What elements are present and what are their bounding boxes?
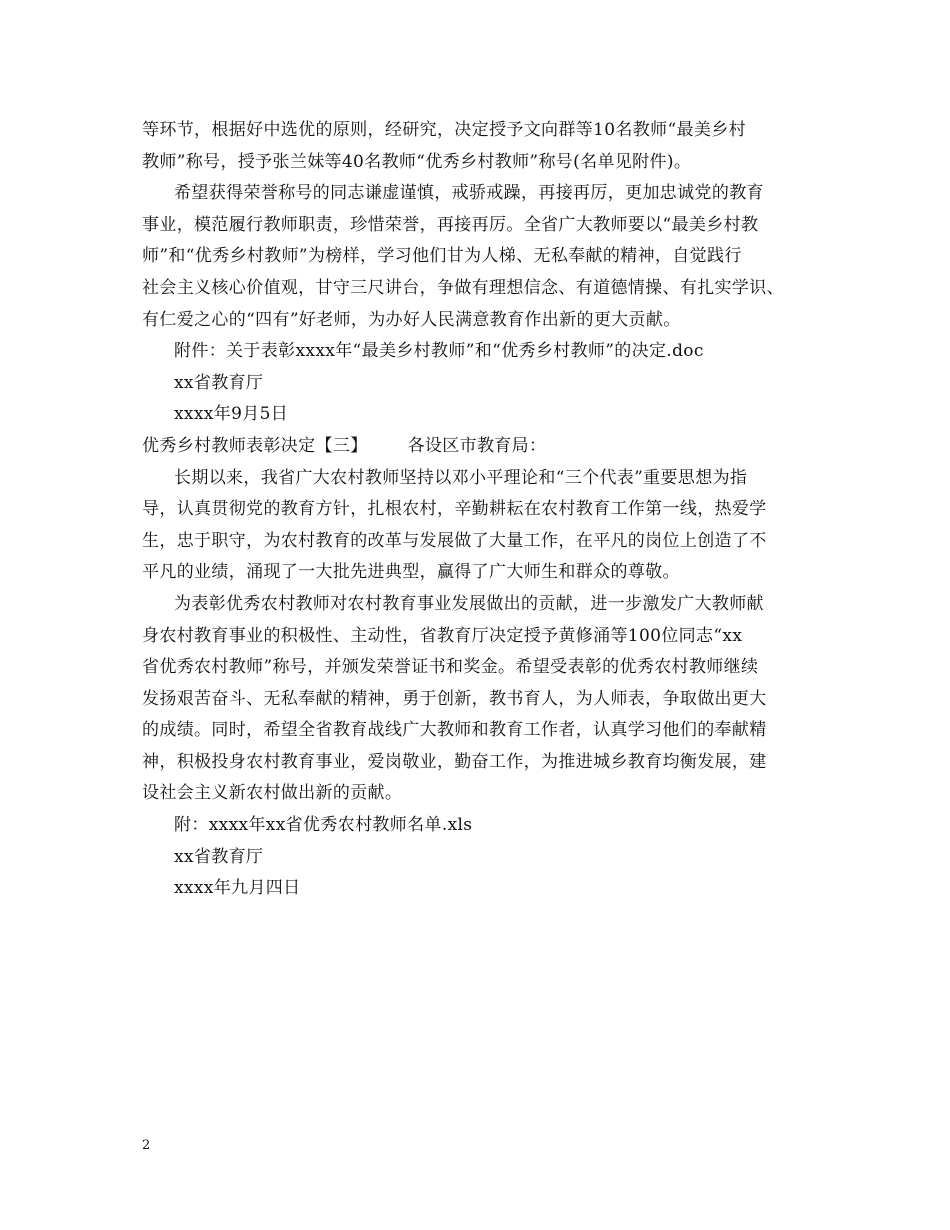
paragraph-line: 长期以来，我省广大农村教师坚持以邓小平理论和“三个代表”重要思想为指 [174,467,748,488]
paragraph-line: 事业，模范履行教师职责，珍惜荣誉，再接再厉。全省广大教师要以“最美乡村教 [142,214,759,235]
paragraph-line: 生，忠于职守，为农村教育的改革与发展做了大量工作，在平凡的岗位上创造了不 [142,530,767,551]
paragraph-line: 省优秀农村教师”称号，并颁发荣誉证书和奖金。希望受表彰的优秀农村教师继续 [142,657,759,678]
attachment-line: 附件：关于表彰xxxx年“最美乡村教师”和“优秀乡村教师”的决定.doc [174,341,704,362]
paragraph-line: 身农村教育事业的积极性、主动性，省教育厅决定授予黄修涌等100位同志“xx [142,625,743,646]
paragraph-line: 教师”称号，授予张兰妹等40名教师“优秀乡村教师”称号(名单见附件)。 [142,151,692,172]
paragraph-line: 平凡的业绩，涌现了一大批先进典型，赢得了广大师生和群众的尊敬。 [142,562,680,583]
paragraph-line: 神，积极投身农村教育事业，爱岗敬业，勤奋工作，为推进城乡教育均衡发展，建 [142,751,767,772]
attachment-line: 附：xxxx年xx省优秀农村教师名单.xls [174,815,473,836]
issuer-line: xx省教育厅 [174,846,264,867]
paragraph-line: 希望获得荣誉称号的同志谦虚谨慎，戒骄戒躁，再接再厉，更加忠诚党的教育 [174,183,764,204]
paragraph-line: 发扬艰苦奋斗、无私奉献的精神，勇于创新，教书育人，为人师表，争取做出更大 [142,688,767,709]
paragraph-line: 有仁爱之心的“四有”好老师，为办好人民满意教育作出新的更大贡献。 [142,309,681,330]
issuer-line: xx省教育厅 [174,372,264,393]
paragraph-line: 为表彰优秀农村教师对农村教育事业发展做出的贡献，进一步激发广大教师献 [174,593,764,614]
date-line: xxxx年九月四日 [174,878,301,899]
section-recipient: 各设区市教育局： [407,435,547,456]
paragraph-line: 师”和“优秀乡村教师”为榜样，学习他们甘为人梯、无私奉献的精神，自觉践行 [142,246,742,267]
paragraph-line: 的成绩。同时，希望全省教育战线广大教师和教育工作者，认真学习他们的奉献精 [142,720,767,741]
document-body [142,115,832,905]
paragraph-line: 社会主义核心价值观，甘守三尺讲台，争做有理想信念、有道德情操、有扎实学识、 [142,277,784,298]
paragraph-line: 导，认真贯彻党的教育方针，扎根农村，辛勤耕耘在农村教育工作第一线，热爱学 [142,499,767,520]
paragraph-line: 设社会主义新农村做出新的贡献。 [142,783,403,804]
page-number: 2 [142,1138,151,1153]
section-heading-line [142,431,832,463]
section-heading: 优秀乡村教师表彰决定【三】 [142,435,368,456]
paragraph-line: 等环节，根据好中选优的原则，经研究，决定授予文向群等10名教师“最美乡村 [142,120,746,140]
date-line: xxxx年9月5日 [174,404,289,425]
